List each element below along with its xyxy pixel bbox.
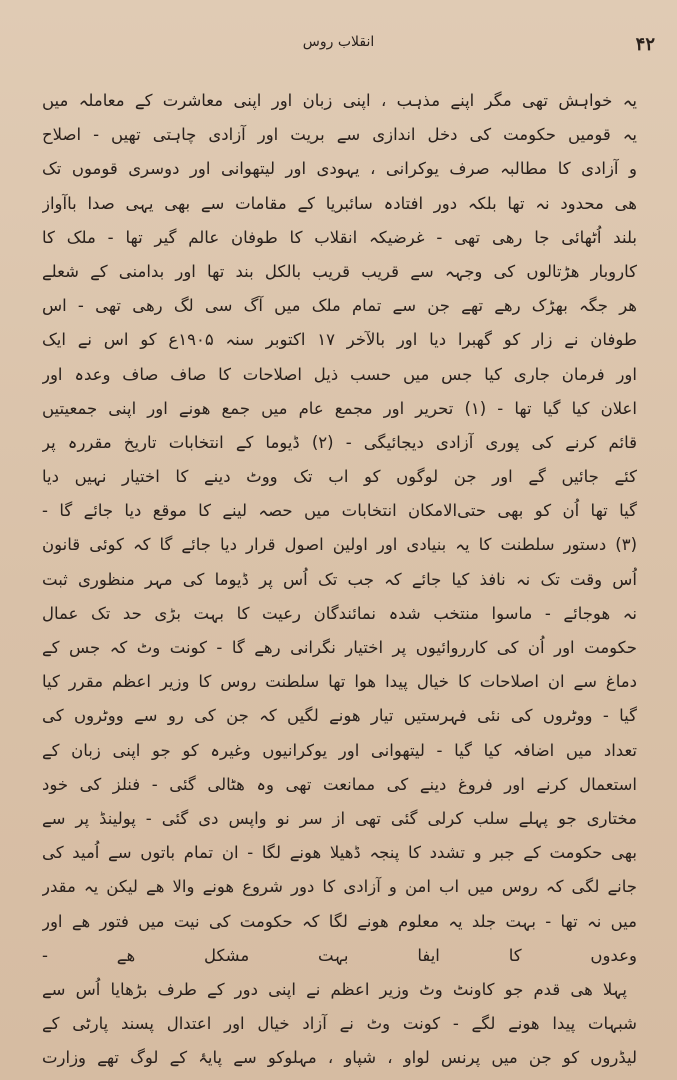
- text-line: وعدوں کا ایفا بہت مشکل ھے -: [42, 945, 637, 965]
- text-line: میں نہ تھا - بہت جلد یہ معلوم ھونے لگا کہ حکومت کی نیت میں فتور ھے اور: [42, 911, 637, 931]
- text-line: دماغ سے ان اصلاحات کا خیال پیدا ھوا تھا سلطنت روس کا وزیر اعظم مقرر کیا: [42, 672, 637, 692]
- text-line: بلند اُٹھائی جا رھی تھی - غرضیکہ انقلاب کا طوفان عالم گیر تھا - ملک کا: [42, 227, 637, 247]
- text-line: یہ خواہش تھی مگر اپنے مذہب ، اپنی زبان اور اپنی معاشرت کے معاملہ میں: [42, 91, 637, 110]
- text-line: جانے لگی کہ روس میں اب امن و آزادی کا دور شروع ھونے والا ھے لیکن یہ مقدر: [42, 877, 637, 897]
- body-text: [42, 84, 637, 1075]
- text-line: قائم کرنے کی پوری آزادی دیجائیگی - (۲) ڈیوما کے انتخابات تاریخ مقررہ پر: [42, 432, 637, 452]
- text-line: بھی حکومت کے جبر و تشدد کا پنجہ ڈھیلا ھونے لگا - ان تمام باتوں سے اُمید کی: [42, 843, 637, 863]
- text-line: گیا تھا اُن کو بھی حتی‌الامکان انتخابات میں حصہ لینے کا موقع دیا جائے گا -: [42, 501, 637, 521]
- text-line: حکومت اور اُن کی کارروائیوں پر اختیار نگرانی رھے گا - کونت وٹ کہ جس کے: [42, 638, 637, 657]
- text-line: کئے جائیں گے اور جن لوگوں کو اب تک ووٹ دینے کا اختیار نہیں دیا: [42, 467, 637, 487]
- text-line: ھر جگہ بھڑک رھے تھے جن سے تمام ملک میں آگ سی لگ رھی تھی - اس: [42, 296, 637, 316]
- text-line: کاروبار ھڑتالوں کی وجہہ سے قریب قریب بالکل بند تھا اور بدامنی کے شعلے: [42, 261, 637, 281]
- text-line: گیا - ووٹروں کی نئی فہرستیں تیار ھونے لگیں کہ جن کی رو سے ووٹروں کی: [42, 706, 637, 726]
- text-line: استعمال کرنے اور فروغ دینے کی ممانعت تھی وہ ھٹالی گئی - فنلز کی خود: [42, 774, 637, 794]
- text-line: ھی محدود نہ تھا بلکہ دور افتادہ سائبریا کے مقامات سے بھی یہی صدا باآواز: [42, 193, 637, 213]
- text-line: پہلا ھی قدم جو کاونٹ وٹ وزیر اعظم نے اپنی دور کے طرف بڑھایا اُس سے: [42, 979, 627, 999]
- text-line: لیڈروں کو جن میں پرنس لواو ، شپاو ، مہلوکو سے پایۂ کے لوگ تھے وزارت: [42, 1048, 637, 1068]
- text-line: اُس وقت تک نہ نافذ کیا جائے کہ جب تک اُس پر ڈیوما کی مہر منظوری ثبت: [42, 569, 637, 589]
- running-title: انقلاب روس: [302, 34, 375, 50]
- text-line: مختاری جو پہلے سلب کرلی گئی تھی از سر نو واپس دی گئی - پولینڈ پر سے: [42, 808, 637, 828]
- text-line: اور فرمان جاری کیا جس میں حسب ذیل اصلاحات کا صاف صاف وعدہ اور: [42, 364, 637, 384]
- text-line: یہ قومیں حکومت کی دخل اندازی سے بریت اور آزادی چاہتی تھیں - اصلاح: [42, 125, 637, 145]
- text-line: طوفان نے زار کو گھبرا دیا اور بالآخر ۱۷ اکتوبر سنہ ۱۹۰۵ع کو اس نے ایک: [42, 330, 637, 350]
- page-number: ۴۲: [635, 34, 655, 55]
- text-line: شبہات پیدا ھونے لگے - کونت وٹ نے آزاد خیال اور اعتدال پسند پارٹی کے: [42, 1014, 637, 1034]
- text-line: تعداد میں اضافہ کیا گیا - لیتھوانی اور یوکرانیوں وغیرہ کو جو اپنی زبان کے: [42, 740, 637, 760]
- text-line: نہ ھوجائے - ماسوا منتخب شدہ نمائندگان رعیت کا بہت بڑی حد تک عمال: [42, 603, 637, 623]
- text-line: (۳) دستور سلطنت کا یہ بنیادی اور اولین اصول قرار دیا جائے گا کہ کوئی قانون: [42, 535, 637, 555]
- text-line: اعلان کیا گیا تھا - (۱) تحریر اور مجمع عام میں جمع ھونے اور اپنی جمعیتیں: [42, 398, 637, 418]
- text-line: و آزادی کا مطالبہ صرف یوکرانی ، یہودی اور لیتھوانی اور دوسری قوموں تک: [42, 159, 637, 179]
- page-header: [0, 34, 677, 60]
